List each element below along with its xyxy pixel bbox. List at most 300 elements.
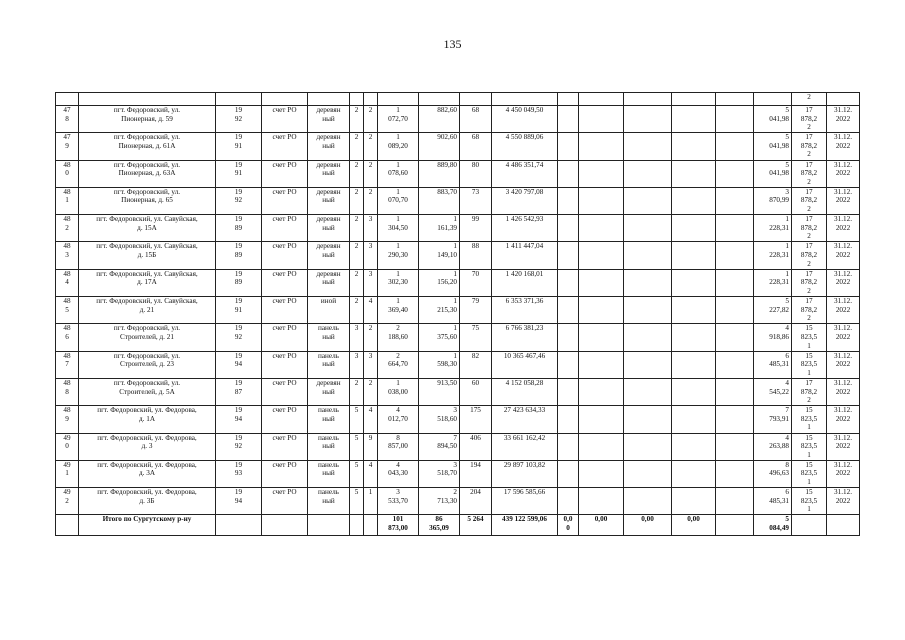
cell-year: 19 92 — [216, 433, 262, 460]
cell-c13 — [579, 460, 624, 487]
cell-c13 — [579, 106, 624, 133]
cell-c15 — [672, 215, 716, 242]
cell-area1: 8 857,00 — [378, 433, 419, 460]
cell-wall: панель ный — [308, 406, 350, 433]
table-row — [56, 106, 860, 133]
cell-c14 — [624, 215, 672, 242]
cell-c15 — [672, 160, 716, 187]
continuation-row — [56, 93, 860, 106]
empty-cell — [716, 433, 754, 460]
cell-addr: пгт. Федоровский, ул. Пионерная, д. 59 — [79, 106, 216, 133]
cell-spec: 6 485,31 — [754, 488, 792, 515]
continuation-cell — [56, 93, 79, 106]
cell-area1: 1 038,00 — [378, 378, 419, 405]
empty-cell — [716, 160, 754, 187]
empty-cell — [216, 515, 262, 536]
cell-residents: 175 — [460, 406, 492, 433]
cell-residents: 68 — [460, 133, 492, 160]
cell-c15 — [672, 351, 716, 378]
cell-area1: 1 070,70 — [378, 187, 419, 214]
cell-max: 15 823,5 1 — [792, 488, 827, 515]
cell-year: 19 89 — [216, 215, 262, 242]
cell-year: 19 91 — [216, 160, 262, 187]
cell-n: 48 3 — [56, 242, 79, 269]
cell-max: 17 878,2 2 — [792, 160, 827, 187]
cell-addr: пгт. Федоровский, ул. Савуйская, д. 17А — [79, 269, 216, 296]
empty-cell — [716, 187, 754, 214]
continuation-cell — [579, 93, 624, 106]
cell-max: 15 823,5 1 — [792, 433, 827, 460]
cell-residents: 68 — [460, 106, 492, 133]
empty-cell — [792, 515, 827, 536]
cell-method: счет РО — [262, 133, 308, 160]
cell-spec: 7 793,91 — [754, 406, 792, 433]
cell-max: 17 878,2 2 — [792, 242, 827, 269]
cell-area2: 2 713,30 — [419, 488, 460, 515]
cell-entr: 4 — [364, 297, 378, 324]
table-row — [56, 433, 860, 460]
cell-area1: 2 664,70 — [378, 351, 419, 378]
total-c15: 0,00 — [672, 515, 716, 536]
cell-addr: пгт. Федоровский, ул. Федорова, д. 3Б — [79, 488, 216, 515]
cell-method: счет РО — [262, 242, 308, 269]
cell-n: 48 9 — [56, 406, 79, 433]
cell-max: 15 823,5 1 — [792, 351, 827, 378]
cell-wall: деревян ный — [308, 215, 350, 242]
cell-c15 — [672, 106, 716, 133]
total-row — [56, 515, 860, 536]
cell-floors: 5 — [350, 406, 364, 433]
cell-c15 — [672, 433, 716, 460]
cell-floors: 2 — [350, 187, 364, 214]
cell-max: 17 878,2 2 — [792, 297, 827, 324]
cell-c12 — [558, 433, 579, 460]
cell-date: 31.12. 2022 — [827, 133, 860, 160]
cell-date: 31.12. 2022 — [827, 297, 860, 324]
cell-year: 19 87 — [216, 378, 262, 405]
cell-area2: 1 149,10 — [419, 242, 460, 269]
cell-residents: 75 — [460, 324, 492, 351]
cell-residents: 82 — [460, 351, 492, 378]
empty-cell — [716, 351, 754, 378]
cell-area1: 1 369,40 — [378, 297, 419, 324]
table-row — [56, 378, 860, 405]
table-row — [56, 215, 860, 242]
cell-spec: 8 496,63 — [754, 460, 792, 487]
cell-residents: 194 — [460, 460, 492, 487]
cell-n: 47 9 — [56, 133, 79, 160]
cell-area2: 1 375,60 — [419, 324, 460, 351]
cell-max: 17 878,2 2 — [792, 133, 827, 160]
cell-c14 — [624, 269, 672, 296]
cell-year: 19 92 — [216, 324, 262, 351]
cell-spec: 1 228,31 — [754, 269, 792, 296]
cell-floors: 2 — [350, 106, 364, 133]
cell-c13 — [579, 160, 624, 187]
cell-addr: пгт. Федоровский, ул. Федорова, д. 3А — [79, 460, 216, 487]
continuation-cell — [827, 93, 860, 106]
cell-c14 — [624, 351, 672, 378]
continuation-cell — [262, 93, 308, 106]
cell-n: 49 0 — [56, 433, 79, 460]
cell-c12 — [558, 242, 579, 269]
empty-cell — [56, 515, 79, 536]
register-table — [55, 92, 860, 536]
cell-entr: 2 — [364, 378, 378, 405]
cell-date: 31.12. 2022 — [827, 160, 860, 187]
continuation-cell — [378, 93, 419, 106]
cell-year: 19 92 — [216, 187, 262, 214]
cell-c13 — [579, 269, 624, 296]
cell-cost: 4 486 351,74 — [492, 160, 558, 187]
cell-n: 48 7 — [56, 351, 79, 378]
table-row — [56, 133, 860, 160]
cell-cost: 17 596 585,66 — [492, 488, 558, 515]
cell-c14 — [624, 488, 672, 515]
cell-wall: панель ный — [308, 488, 350, 515]
cell-c15 — [672, 297, 716, 324]
cell-c15 — [672, 406, 716, 433]
cell-wall: деревян ный — [308, 106, 350, 133]
continuation-cell — [672, 93, 716, 106]
cell-area1: 2 188,60 — [378, 324, 419, 351]
empty-cell — [350, 515, 364, 536]
empty-cell — [716, 406, 754, 433]
empty-cell — [716, 133, 754, 160]
cell-addr: пгт. Федоровский, ул. Строителей, д. 23 — [79, 351, 216, 378]
cell-date: 31.12. 2022 — [827, 187, 860, 214]
cell-c15 — [672, 488, 716, 515]
cell-c15 — [672, 460, 716, 487]
cell-wall: панель ный — [308, 324, 350, 351]
cell-cost: 29 897 103,82 — [492, 460, 558, 487]
cell-area2: 3 518,60 — [419, 406, 460, 433]
cell-addr: пгт. Федоровский, ул. Савуйская, д. 21 — [79, 297, 216, 324]
cell-area2: 3 518,70 — [419, 460, 460, 487]
cell-n: 48 2 — [56, 215, 79, 242]
cell-max: 17 878,2 2 — [792, 269, 827, 296]
cell-residents: 80 — [460, 160, 492, 187]
cell-area2: 882,60 — [419, 106, 460, 133]
total-c13: 0,00 — [579, 515, 624, 536]
cell-floors: 2 — [350, 297, 364, 324]
cell-c13 — [579, 133, 624, 160]
table-row — [56, 406, 860, 433]
cell-c14 — [624, 133, 672, 160]
cell-c12 — [558, 351, 579, 378]
cell-c15 — [672, 324, 716, 351]
cell-n: 48 6 — [56, 324, 79, 351]
cell-method: счет РО — [262, 433, 308, 460]
empty-cell — [308, 515, 350, 536]
cell-c15 — [672, 269, 716, 296]
cell-max: 15 823,5 1 — [792, 406, 827, 433]
cell-max: 15 823,5 1 — [792, 460, 827, 487]
cell-residents: 79 — [460, 297, 492, 324]
cell-date: 31.12. 2022 — [827, 488, 860, 515]
cell-c13 — [579, 488, 624, 515]
cell-entr: 2 — [364, 133, 378, 160]
cell-year: 19 94 — [216, 488, 262, 515]
table-row — [56, 460, 860, 487]
cell-method: счет РО — [262, 297, 308, 324]
cell-cost: 1 420 168,01 — [492, 269, 558, 296]
cell-spec: 5 041,98 — [754, 133, 792, 160]
cell-date: 31.12. 2022 — [827, 460, 860, 487]
cell-year: 19 93 — [216, 460, 262, 487]
empty-cell — [716, 460, 754, 487]
cell-c13 — [579, 433, 624, 460]
cell-area1: 1 089,20 — [378, 133, 419, 160]
cell-area2: 883,70 — [419, 187, 460, 214]
cell-floors: 2 — [350, 133, 364, 160]
continuation-cell — [350, 93, 364, 106]
cell-c12 — [558, 406, 579, 433]
cell-spec: 4 545,22 — [754, 378, 792, 405]
continuation-cell — [216, 93, 262, 106]
cell-method: счет РО — [262, 160, 308, 187]
continuation-cell — [460, 93, 492, 106]
cell-date: 31.12. 2022 — [827, 242, 860, 269]
cell-max: 17 878,2 2 — [792, 106, 827, 133]
cell-cost: 1 411 447,04 — [492, 242, 558, 269]
cell-year: 19 94 — [216, 351, 262, 378]
cell-spec: 5 227,82 — [754, 297, 792, 324]
cell-cost: 27 423 634,33 — [492, 406, 558, 433]
cell-area1: 1 078,60 — [378, 160, 419, 187]
cell-entr: 9 — [364, 433, 378, 460]
cell-wall: деревян ный — [308, 378, 350, 405]
cell-residents: 99 — [460, 215, 492, 242]
cell-wall: деревян ный — [308, 133, 350, 160]
cell-date: 31.12. 2022 — [827, 406, 860, 433]
cell-c14 — [624, 324, 672, 351]
cell-area2: 1 215,30 — [419, 297, 460, 324]
cell-floors: 3 — [350, 351, 364, 378]
cell-n: 47 8 — [56, 106, 79, 133]
cell-c14 — [624, 187, 672, 214]
cell-area2: 902,60 — [419, 133, 460, 160]
total-spec: 5 084,49 — [754, 515, 792, 536]
empty-cell — [827, 515, 860, 536]
cell-floors: 5 — [350, 460, 364, 487]
total-c14: 0,00 — [624, 515, 672, 536]
continuation-cell — [419, 93, 460, 106]
cell-entr: 4 — [364, 460, 378, 487]
empty-cell — [716, 378, 754, 405]
cell-area1: 4 043,30 — [378, 460, 419, 487]
cell-addr: пгт. Федоровский, ул. Федорова, д. 3 — [79, 433, 216, 460]
cell-entr: 3 — [364, 242, 378, 269]
cell-area2: 913,50 — [419, 378, 460, 405]
cell-date: 31.12. 2022 — [827, 269, 860, 296]
cell-method: счет РО — [262, 215, 308, 242]
cell-max: 17 878,2 2 — [792, 215, 827, 242]
cell-year: 19 91 — [216, 297, 262, 324]
continuation-cell — [308, 93, 350, 106]
cell-area1: 1 072,70 — [378, 106, 419, 133]
continuation-cell: 2 — [792, 93, 827, 106]
cell-c13 — [579, 297, 624, 324]
cell-wall: деревян ный — [308, 160, 350, 187]
cell-method: счет РО — [262, 324, 308, 351]
cell-floors: 2 — [350, 269, 364, 296]
cell-c13 — [579, 215, 624, 242]
cell-c13 — [579, 242, 624, 269]
table-row — [56, 269, 860, 296]
cell-wall: деревян ный — [308, 269, 350, 296]
cell-area1: 1 290,30 — [378, 242, 419, 269]
table-row — [56, 187, 860, 214]
cell-n: 48 4 — [56, 269, 79, 296]
cell-c12 — [558, 187, 579, 214]
continuation-cell — [716, 93, 754, 106]
cell-c15 — [672, 378, 716, 405]
cell-c14 — [624, 460, 672, 487]
continuation-cell — [558, 93, 579, 106]
cell-method: счет РО — [262, 406, 308, 433]
cell-cost: 1 426 542,93 — [492, 215, 558, 242]
cell-addr: пгт. Федоровский, ул. Пионерная, д. 63А — [79, 160, 216, 187]
empty-cell — [716, 515, 754, 536]
cell-c12 — [558, 297, 579, 324]
cell-date: 31.12. 2022 — [827, 324, 860, 351]
cell-entr: 1 — [364, 488, 378, 515]
cell-area1: 3 533,70 — [378, 488, 419, 515]
cell-year: 19 89 — [216, 269, 262, 296]
cell-spec: 1 228,31 — [754, 242, 792, 269]
cell-wall: деревян ный — [308, 242, 350, 269]
cell-entr: 4 — [364, 406, 378, 433]
cell-year: 19 91 — [216, 133, 262, 160]
cell-area2: 7 894,50 — [419, 433, 460, 460]
cell-spec: 6 485,31 — [754, 351, 792, 378]
cell-c13 — [579, 187, 624, 214]
cell-n: 48 1 — [56, 187, 79, 214]
cell-method: счет РО — [262, 106, 308, 133]
cell-area2: 1 598,30 — [419, 351, 460, 378]
cell-floors: 2 — [350, 378, 364, 405]
empty-cell — [716, 106, 754, 133]
cell-floors: 2 — [350, 242, 364, 269]
cell-c12 — [558, 378, 579, 405]
cell-date: 31.12. 2022 — [827, 215, 860, 242]
continuation-cell — [364, 93, 378, 106]
cell-c12 — [558, 269, 579, 296]
cell-cost: 6 353 371,36 — [492, 297, 558, 324]
cell-floors: 2 — [350, 215, 364, 242]
table-row — [56, 160, 860, 187]
cell-area1: 1 302,30 — [378, 269, 419, 296]
cell-max: 17 878,2 2 — [792, 187, 827, 214]
cell-area2: 889,80 — [419, 160, 460, 187]
cell-spec: 4 263,88 — [754, 433, 792, 460]
cell-c15 — [672, 242, 716, 269]
cell-wall: панель ный — [308, 460, 350, 487]
empty-cell — [716, 215, 754, 242]
empty-cell — [716, 297, 754, 324]
cell-c14 — [624, 242, 672, 269]
cell-entr: 2 — [364, 160, 378, 187]
cell-residents: 73 — [460, 187, 492, 214]
cell-c12 — [558, 488, 579, 515]
cell-n: 48 5 — [56, 297, 79, 324]
cell-entr: 2 — [364, 187, 378, 214]
cell-spec: 3 870,99 — [754, 187, 792, 214]
cell-addr: пгт. Федоровский, ул. Строителей, д. 21 — [79, 324, 216, 351]
cell-cost: 33 661 162,42 — [492, 433, 558, 460]
cell-c14 — [624, 433, 672, 460]
cell-spec: 5 041,98 — [754, 160, 792, 187]
table-row — [56, 297, 860, 324]
continuation-cell — [79, 93, 216, 106]
cell-residents: 60 — [460, 378, 492, 405]
cell-cost: 4 152 058,28 — [492, 378, 558, 405]
cell-c14 — [624, 378, 672, 405]
cell-c15 — [672, 133, 716, 160]
cell-date: 31.12. 2022 — [827, 378, 860, 405]
cell-cost: 4 550 889,06 — [492, 133, 558, 160]
cell-method: счет РО — [262, 187, 308, 214]
cell-addr: пгт. Федоровский, ул. Пионерная, д. 61А — [79, 133, 216, 160]
cell-method: счет РО — [262, 269, 308, 296]
cell-year: 19 94 — [216, 406, 262, 433]
empty-cell — [364, 515, 378, 536]
cell-entr: 2 — [364, 106, 378, 133]
cell-c12 — [558, 106, 579, 133]
cell-addr: пгт. Федоровский, ул. Строителей, д. 5А — [79, 378, 216, 405]
total-area1: 101 873,00 — [378, 515, 419, 536]
cell-c14 — [624, 160, 672, 187]
cell-max: 17 878,2 2 — [792, 378, 827, 405]
cell-max: 15 823,5 1 — [792, 324, 827, 351]
total-residents: 5 264 — [460, 515, 492, 536]
cell-entr: 2 — [364, 324, 378, 351]
cell-addr: пгт. Федоровский, ул. Федорова, д. 1А — [79, 406, 216, 433]
cell-area1: 4 012,70 — [378, 406, 419, 433]
cell-c12 — [558, 324, 579, 351]
cell-residents: 204 — [460, 488, 492, 515]
cell-residents: 406 — [460, 433, 492, 460]
cell-entr: 3 — [364, 215, 378, 242]
table-row — [56, 488, 860, 515]
cell-spec: 1 228,31 — [754, 215, 792, 242]
cell-addr: пгт. Федоровский, ул. Савуйская, д. 15А — [79, 215, 216, 242]
cell-cost: 6 766 381,23 — [492, 324, 558, 351]
continuation-cell — [754, 93, 792, 106]
cell-method: счет РО — [262, 488, 308, 515]
cell-cost: 4 450 049,50 — [492, 106, 558, 133]
page-number: 135 — [443, 37, 462, 51]
table-row — [56, 351, 860, 378]
cell-wall: панель ный — [308, 433, 350, 460]
cell-residents: 88 — [460, 242, 492, 269]
cell-c14 — [624, 406, 672, 433]
cell-c15 — [672, 187, 716, 214]
cell-n: 48 0 — [56, 160, 79, 187]
empty-cell — [716, 324, 754, 351]
cell-area2: 1 161,39 — [419, 215, 460, 242]
cell-floors: 5 — [350, 488, 364, 515]
cell-floors: 3 — [350, 324, 364, 351]
cell-wall: иной — [308, 297, 350, 324]
cell-method: счет РО — [262, 460, 308, 487]
cell-entr: 3 — [364, 351, 378, 378]
cell-wall: деревян ный — [308, 187, 350, 214]
cell-date: 31.12. 2022 — [827, 433, 860, 460]
cell-c12 — [558, 215, 579, 242]
cell-wall: панель ный — [308, 351, 350, 378]
